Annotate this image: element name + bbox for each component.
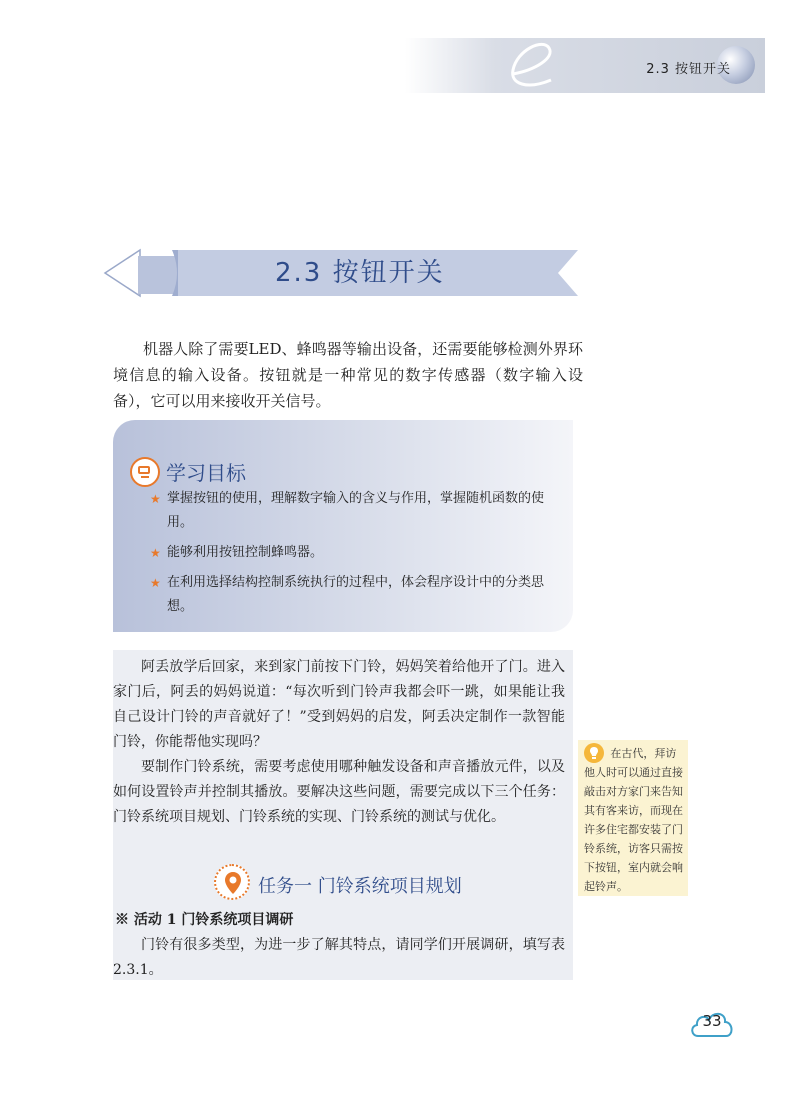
activity-title: ※ 活动 1 门铃系统项目调研 — [115, 912, 294, 928]
e-logo-icon — [505, 40, 565, 92]
objective-item — [150, 571, 550, 619]
objective-item — [150, 487, 550, 535]
objectives-list — [150, 487, 550, 625]
running-header-title: 2.3 按钮开关 — [646, 62, 731, 77]
objectives-title: 学习目标 — [166, 461, 246, 485]
story-paragraph: 要制作门铃系统，需要考虑使用哪种触发设备和声音播放元件，以及如何设置铃声并控制其播放。要解决这些问题，需要完成以下三个任务：门铃系统项目规划、门铃系统的实现、门铃系统的测试与优化。 — [113, 759, 565, 825]
objective-item — [150, 541, 550, 565]
objective-text: 在利用选择结构控制系统执行的过程中，体会程序设计中的分类思想。 — [167, 575, 545, 614]
monitor-icon — [130, 457, 160, 487]
star-icon: ★ — [150, 546, 161, 560]
star-icon: ★ — [150, 576, 161, 590]
story-paragraph: 阿丢放学后回家，来到家门前按下门铃，妈妈笑着给他开了门。进入家门后，阿丢的妈妈说道：“每次听到门铃声我都会吓一跳，如果能让我自己设计门铃的声音就好了！”受到妈妈的启发，阿丢决定制作一款智能门铃，你能帮他实现吗？ — [113, 659, 565, 750]
location-pin-icon — [214, 864, 250, 900]
task-title: 任务一 门铃系统项目规划 — [258, 876, 462, 897]
running-header — [405, 38, 765, 93]
side-note-text: 在古代，拜访他人时可以通过直接敲击对方家门来告知其有客来访，而现在许多住宅都安装了门铃系统，访客只需按下按钮，室内就会响起铃声。 — [584, 747, 683, 893]
section-title: 2.3 按钮开关 — [275, 258, 445, 288]
objective-text: 能够利用按钮控制蜂鸣器。 — [167, 545, 324, 560]
activity-body: 门铃有很多类型，为进一步了解其特点，请同学们开展调研，填写表 2.3.1。 — [113, 937, 565, 978]
star-icon: ★ — [150, 492, 161, 506]
objective-text: 掌握按钮的使用，理解数字输入的含义与作用，掌握随机函数的使用。 — [167, 491, 545, 530]
intro-paragraph: 机器人除了需要LED、蜂鸣器等输出设备，还需要能够检测外界环境信息的输入设备。按钮就是一种常见的数字传感器（数字输入设备），它可以用来接收开关信号。 — [113, 340, 583, 410]
story-text — [113, 655, 565, 830]
page-number: 33 — [702, 1012, 722, 1030]
